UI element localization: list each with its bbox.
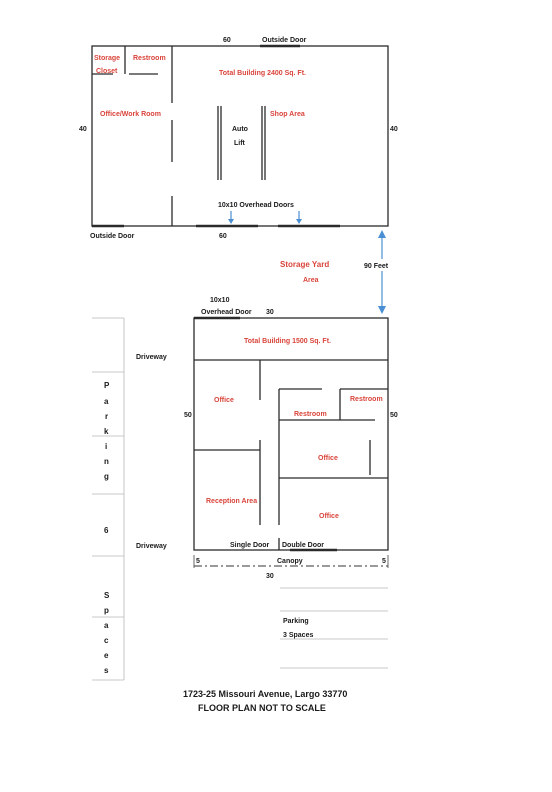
reception-label: Reception Area xyxy=(206,498,258,505)
top-restroom-label: Restroom xyxy=(133,55,166,62)
storage-yard-label-1: Storage Yard xyxy=(280,260,330,269)
parking3-label: Parking xyxy=(283,618,309,625)
canopy-label: Canopy xyxy=(277,558,303,565)
bottom-dim-right: 50 xyxy=(390,412,398,419)
top-dim-left: 40 xyxy=(79,126,87,133)
top-dim-top: 60 xyxy=(223,37,231,44)
bottom-dim-top: 30 xyxy=(266,309,274,316)
double-door-label: Double Door xyxy=(282,542,324,549)
shop-area-label: Shop Area xyxy=(270,111,305,118)
auto-lift-label-1: Auto xyxy=(232,126,248,133)
parking-three-spaces xyxy=(280,588,388,668)
restroom-b-label: Restroom xyxy=(350,396,383,403)
parking3-spaces-label: 3 Spaces xyxy=(283,632,314,639)
driveway-bottom-label: Driveway xyxy=(136,543,167,550)
distance-arrow-down xyxy=(378,306,386,314)
office-left-label: Office xyxy=(214,397,234,404)
bottom-dim-left: 50 xyxy=(184,412,192,419)
parking-strip xyxy=(92,318,167,680)
parking-letter-11: c xyxy=(104,636,109,645)
overhead-arrow-right-head xyxy=(296,219,302,224)
top-building xyxy=(79,37,398,240)
parking-letter-5: n xyxy=(104,457,109,466)
storage-closet-label-1: Storage xyxy=(94,55,121,62)
parking-letter-9: p xyxy=(104,606,109,615)
parking-letter-4: i xyxy=(105,442,108,451)
parking-letter-0: P xyxy=(104,381,110,390)
bottom-dim-bottom: 30 xyxy=(266,573,274,580)
parking-letter-2: r xyxy=(105,412,109,421)
bottom-building xyxy=(184,297,398,580)
office-mid-label: Office xyxy=(318,455,338,462)
parking-letter-7: 6 xyxy=(104,526,109,535)
parking-letter-3: k xyxy=(104,427,109,436)
canopy-right-dim: 5 xyxy=(382,558,386,565)
top-dim-right: 40 xyxy=(390,126,398,133)
bottom-overhead-label-2: Overhead Door xyxy=(201,309,252,316)
not-to-scale-label: FLOOR PLAN NOT TO SCALE xyxy=(198,703,326,713)
auto-lift-label-2: Lift xyxy=(234,140,245,147)
parking-letter-12: e xyxy=(104,651,109,660)
storage-yard-label-2: Area xyxy=(303,277,319,284)
driveway-top-label: Driveway xyxy=(136,354,167,361)
canopy-left-dim: 5 xyxy=(196,558,200,565)
parking-letter-10: a xyxy=(104,621,109,630)
parking-letter-13: s xyxy=(104,666,109,675)
parking-letter-8: S xyxy=(104,591,110,600)
top-total-label: Total Building 2400 Sq. Ft. xyxy=(219,70,306,77)
parking-letter-1: a xyxy=(104,397,109,406)
bottom-building-outline xyxy=(194,318,388,550)
top-dim-bottom: 60 xyxy=(219,233,227,240)
storage-yard xyxy=(280,230,398,314)
distance-arrow-up xyxy=(378,230,386,238)
restroom-a-label: Restroom xyxy=(294,411,327,418)
single-door-label: Single Door xyxy=(230,542,270,549)
overhead-arrow-left-head xyxy=(228,219,234,224)
top-outside-door: Outside Door xyxy=(262,37,307,44)
overhead-doors-label: 10x10 Overhead Doors xyxy=(218,202,294,209)
address-label: 1723-25 Missouri Avenue, Largo 33770 xyxy=(183,689,348,699)
bottom-overhead-label-1: 10x10 xyxy=(210,297,230,304)
outside-door-bottom-label: Outside Door xyxy=(90,233,135,240)
storage-closet-label-2: Closet xyxy=(96,68,118,75)
office-work-room-label: Office/Work Room xyxy=(100,111,161,118)
office-low-label: Office xyxy=(319,513,339,520)
bottom-total-label: Total Building 1500 Sq. Ft. xyxy=(244,338,331,345)
distance-label: 90 Feet xyxy=(364,263,389,270)
parking-letter-6: g xyxy=(104,472,109,481)
